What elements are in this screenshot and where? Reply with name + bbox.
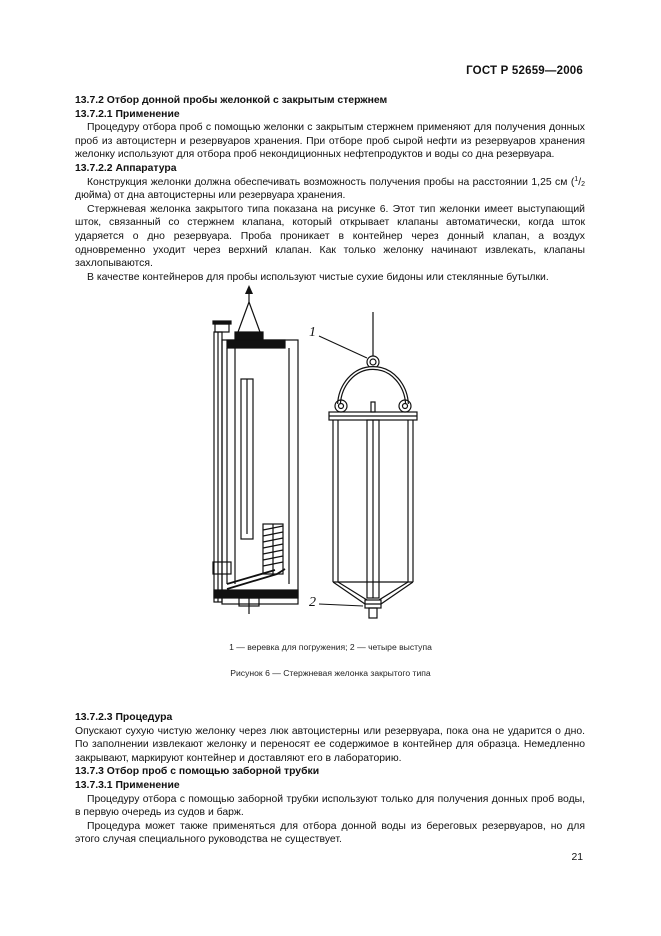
heading-13-7-3: 13.7.3 Отбор проб с помощью заборной трубки: [75, 766, 320, 778]
paragraph-13-7-3-1-a: Процедуру отбора с помощью заборной трубки используют только для получения донных проб воды, в первую очередь из судов и барж.: [75, 793, 585, 819]
figure-caption: Рисунок 6 — Стержневая желонка закрытого типа: [230, 668, 431, 678]
paragraph-13-7-3-1-b: Процедура может также применяться для отбора донной воды из береговых резервуаров, но для этого случая специального руководства не существует.: [75, 820, 585, 846]
section-13-7-2: [75, 94, 585, 284]
figure-legend: 1 — веревка для погружения; 2 — четыре выступа: [229, 642, 432, 652]
page-number: 21: [571, 852, 583, 863]
fraction-denominator: 2: [581, 180, 585, 188]
paragraph-13-7-2-2-a: Конструкция желонки должна обеспечивать возможность получения пробы на расстоянии 1,25 см ($^1/_2$ дюйма) от дна автоцистерны или резервуара хранения.: [75, 175, 585, 202]
heading-13-7-2-3: 13.7.2.3 Процедура: [75, 712, 173, 723]
callout-label-2: 2: [309, 595, 316, 610]
right-view-drawing: [329, 312, 417, 618]
document-code: ГОСТ Р 52659—2006: [466, 65, 583, 77]
paragraph-13-7-2-1: Процедуру отбора проб с помощью желонки с закрытым стержнем применяют для получения донных проб из автоцистерн и резервуаров хранения. При отборе проб сырой нефти из резервуаров хранения желонку используют для отбора проб некондиционных нефтепродуктов и воды со дна резервуара.: [75, 122, 585, 161]
callout-label-1: 1: [309, 325, 316, 340]
paragraph-13-7-2-3: Опускают сухую чистую желонку через люк автоцистерны или резервуара, пока она не ударится о дно. По заполнении извлекают желонку и переносят ее содержимое в контейнер для образца. Немедленно закрывают, маркируют контейнер и доставляют его в лабораторию.: [75, 725, 585, 764]
left-view-drawing: [213, 285, 298, 614]
fraction-numerator: 1: [574, 175, 579, 183]
heading-13-7-2-1: 13.7.2.1 Применение: [75, 108, 180, 120]
heading-13-7-2: 13.7.2 Отбор донной пробы желонкой с закрытым стержнем: [75, 95, 388, 106]
section-13-7-2-3-and-13-7-3: [75, 711, 585, 847]
callout-lines: [319, 336, 367, 606]
heading-13-7-2-2: 13.7.2.2 Аппаратура: [75, 162, 177, 174]
figure-6: [205, 284, 435, 624]
paragraph-text: дюйма) от дна автоцистерны или резервуара хранения.: [75, 190, 346, 202]
paragraph-13-7-2-2-c: В качестве контейнеров для пробы используют чистые сухие бидоны или стеклянные бутылки.: [87, 271, 549, 283]
paragraph-text: Конструкция желонки должна обеспечивать возможность получения пробы на расстоянии 1,25 см: [87, 176, 568, 188]
paragraph-13-7-2-2-b: Стержневая желонка закрытого типа показана на рисунке 6. Этот тип желонки имеет выступающий шток, связанный со стержнем клапана, который открывает клапаны автоматически, когда шток ударяется о дно резервуара. Проба проникает в контейнер через донный клапан, а воздух одновременно уходит через верхний клапан. Как только желонку начинают извлекать, клапаны захлопываются.: [75, 203, 585, 270]
heading-13-7-3-1: 13.7.3.1 Применение: [75, 779, 180, 791]
thief-drawing: [205, 284, 435, 624]
